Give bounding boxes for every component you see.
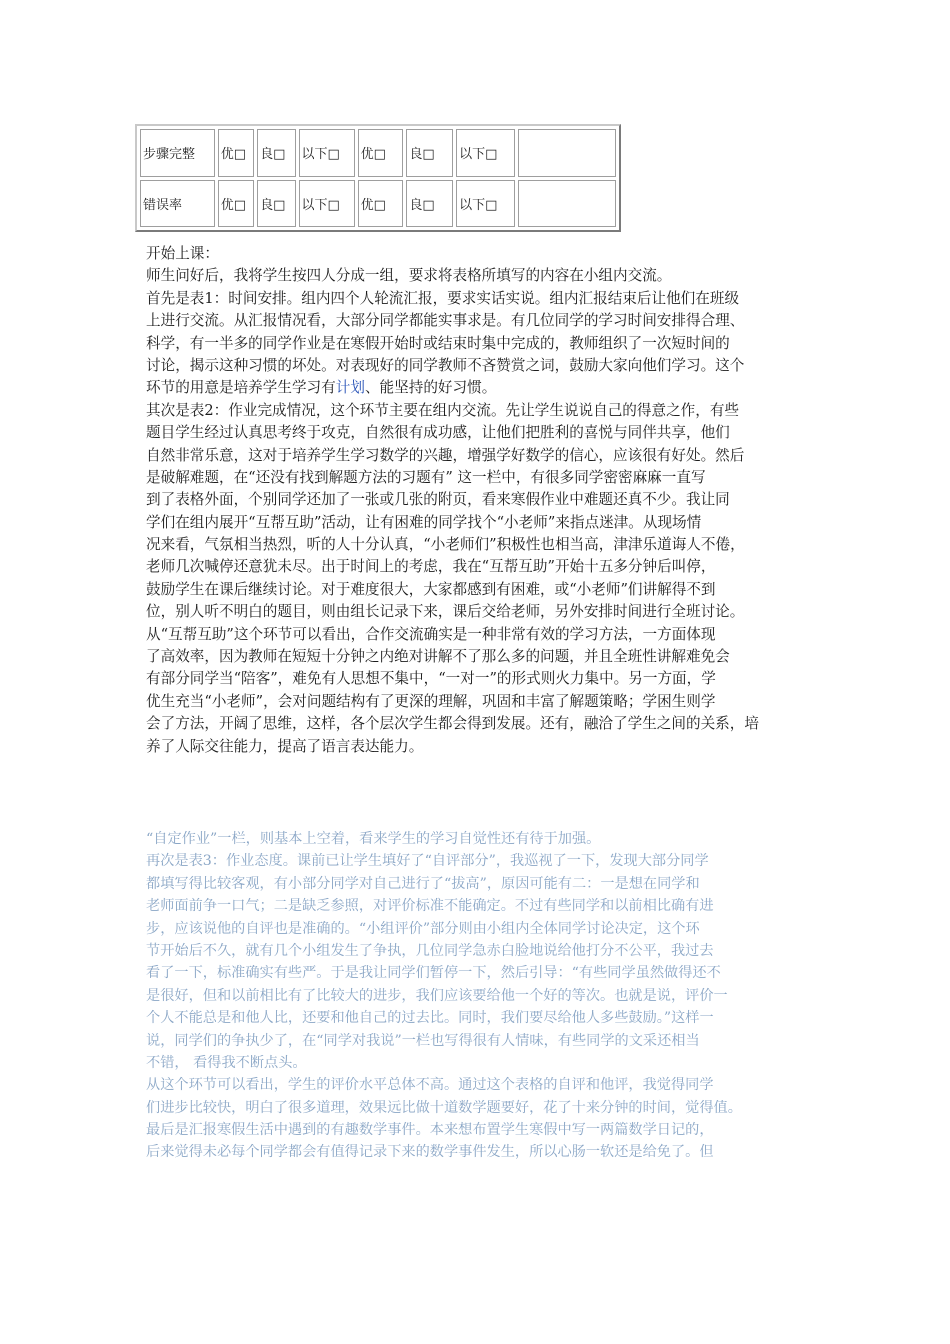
text-line: 学们在组内展开“互帮互助”活动，让有困难的同学找个“小老师”来指点迷津。从现场情 [146, 513, 702, 531]
table-cell: 良□ [406, 129, 453, 177]
table-cell [518, 180, 616, 228]
table-cell: 良□ [406, 180, 453, 228]
text-line: 再次是表3：作业态度。课前已让学生填好了“自评部分”，我巡视了一下，发现大部分同学 [146, 853, 709, 870]
text-line: 有部分同学当“陪客”，难免有人思想不集中，“一对一”的形式则火力集中。另一方面，学 [146, 670, 716, 688]
text-line: 老师几次喊停还意犹未尽。出于时间上的考虑，我在“互帮互助”开始十五多分钟后叫停， [146, 558, 716, 576]
table-row-label: 错误率 [140, 180, 215, 228]
text-line: “自定作业”一栏，则基本上空着，看来学生的学习自觉性还有待于加强。 [146, 831, 601, 847]
text-line: 看了一下，标准确实有些严。于是我让同学们暂停一下，然后引导：“有些同学虽然做得还不 [146, 965, 721, 982]
plan-link[interactable]: 计划 [335, 379, 365, 397]
text-line: 首先是表1：时间安排。组内四个人轮流汇报，要求实话实说。组内汇报结束后让他们在班级 [146, 289, 740, 307]
text-segment: 环节的用意是培养学生学习有 [146, 379, 336, 397]
text-line: 后来觉得未必每个同学都会有值得记录下来的数学事件发生，所以心肠一软还是给免了。但 [146, 1144, 714, 1161]
table-cell: 良□ [257, 180, 295, 228]
text-line: 都填写得比较客观，有小部分同学对自己进行了“拔高”，原因可能有二：一是想在同学和 [146, 875, 700, 892]
text-line: 了高效率，因为教师在短短十分钟之内绝对讲解不了那么多的问题，并且全班性讲解难免会 [146, 648, 730, 666]
table-row [140, 180, 616, 228]
table-cell: 良□ [257, 129, 295, 177]
text-line: 讨论，揭示这种习惯的坏处。对表现好的同学教师不吝赞赏之词，鼓励大家向他们学习。这个 [146, 356, 745, 374]
text-line: 节开始后不久，就有几个小组发生了争执，几位同学急赤白脸地说给他打分不公平，我过去 [146, 942, 714, 959]
table-cell: 优□ [218, 180, 254, 228]
text-line: 师生问好后，我将学生按四人分成一组，要求将表格所填写的内容在小组内交流。 [146, 267, 672, 285]
text-line: 个人不能总是和他人比，还要和他自己的过去比。同时，我们要尽给他人多些鼓励。”这样一 [146, 1010, 714, 1027]
text-line: 从这个环节可以看出，学生的评价水平总体不高。通过这个表格的自评和他评，我觉得同学 [146, 1077, 714, 1094]
text-line [146, 377, 826, 399]
table-cell: 优□ [218, 129, 254, 177]
text-line: 说，同学们的争执少了，在“同学对我说”一栏也写得很有人情味，有些同学的文采还相当 [146, 1032, 700, 1049]
text-line: 题目学生经过认真思考终于攻克，自然很有成功感，让他们把胜利的喜悦与同伴共享，他们 [146, 424, 730, 442]
text-line: 步，应该说他的自评也是准确的。“小组评价”部分则由小组内全体同学讨论决定，这个环 [146, 920, 700, 937]
text-line: 优生充当“小老师”，会对问题结构有了更深的理解，巩固和丰富了解题策略；学困生则学 [146, 692, 716, 710]
text-line: 是破解难题，在“还没有找到解题方法的习题有” 这一栏中，有很多同学密密麻麻一直写 [146, 468, 706, 486]
text-line: 上进行交流。从汇报情况看，大部分同学都能实事求是。有几位同学的学习时间安排得合理、 [146, 312, 745, 330]
text-line: 从“互帮互助”这个环节可以看出，合作交流确实是一种非常有效的学习方法，一方面体现 [146, 625, 716, 643]
text-line: 到了表格外面，个别同学还加了一张或几张的附页，看来寒假作业中难题还真不少。我让同 [146, 491, 730, 509]
text-line: 其次是表2：作业完成情况，这个环节主要在组内交流。先让学生说说自己的得意之作，有些 [146, 401, 740, 419]
text-line: 们进步比较快，明白了很多道理，效果远比做十道数学题要好，花了十来分钟的时间，觉得值。 [146, 1099, 742, 1116]
text-line: 是很好，但和以前相比有了比较大的进步，我们应该要给他一个好的等次。也就是说，评价一 [146, 987, 728, 1004]
text-line: 不错， 看得我不断点头。 [146, 1054, 307, 1071]
text-line: 科学，有一半多的同学作业是在寒假开始时或结束时集中完成的，教师组织了一次短时间的 [146, 334, 730, 352]
text-line: 况来看，气氛相当热烈，听的人十分认真，“小老师们”积极性也相当高，津津乐道诲人不倦， [146, 536, 745, 554]
table-cell: 优□ [358, 129, 404, 177]
text-line: 鼓励学生在课后继续讨论。对于难度很大，大家都感到有困难，或“小老师”们讲解得不到 [146, 580, 716, 598]
body-text-main [146, 243, 826, 758]
text-segment: 、能坚持的好习惯。 [364, 379, 497, 397]
table-row-label: 步骤完整 [140, 129, 215, 177]
table-row [140, 129, 616, 177]
table-cell [518, 129, 616, 177]
text-line: 会了方法，开阔了思维，这样，各个层次学生都会得到发展。还有，融洽了学生之间的关系，培 [146, 715, 759, 733]
table-cell: 以下□ [456, 180, 515, 228]
evaluation-table [135, 124, 621, 232]
text-line: 养了人际交往能力，提高了语言表达能力。 [146, 737, 424, 755]
table-cell: 优□ [358, 180, 404, 228]
text-line: 开始上课： [146, 245, 219, 262]
table-cell: 以下□ [299, 129, 355, 177]
text-line: 自然非常乐意，这对于培养学生学习数学的兴趣，增强学好数学的信心，应该很有好处。然后 [146, 446, 745, 464]
text-line: 位，别人听不明白的题目，则由组长记录下来，课后交给老师，另外安排时间进行全班讨论。 [146, 603, 745, 621]
text-line: 老师面前争一口气；二是缺乏参照，对评价标准不能确定。不过有些同学和以前相比确有进 [146, 898, 714, 915]
table-cell: 以下□ [299, 180, 355, 228]
body-text-faded [146, 828, 826, 1164]
table-cell: 以下□ [456, 129, 515, 177]
text-line: 最后是汇报寒假生活中遇到的有趣数学事件。本来想布置学生寒假中写一两篇数学日记的， [146, 1122, 714, 1139]
